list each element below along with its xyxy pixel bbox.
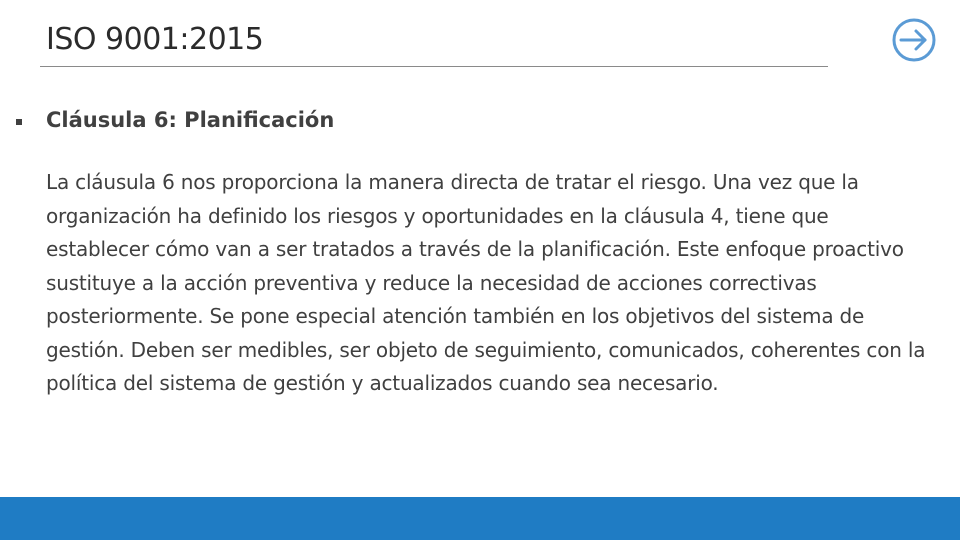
square-bullet-icon <box>16 119 22 125</box>
arrow-right-circle-icon[interactable] <box>885 16 943 64</box>
slide-title: ISO 9001:2015 <box>46 22 264 57</box>
body-paragraph: La cláusula 6 nos proporciona la manera directa de tratar el riesgo. Una vez que la organización ha definido los riesgos y oportunidades en la cláusula 4, tiene que establecer cómo van a ser tratados a través de la planificación. Este enfoque proactivo sustituye a la acción preventiva y reduce la necesidad de acciones correctivas posteriormente. Se pone especial atención también en los objetivos del sistema de gestión. Deben ser medibles, ser objeto de seguimiento, comunicados, coherentes con la política del sistema de gestión y actualizados cuando sea necesario. <box>46 170 926 395</box>
title-divider <box>40 66 828 67</box>
section-heading: Cláusula 6: Planificación <box>46 108 335 132</box>
footer-bar <box>0 497 960 540</box>
